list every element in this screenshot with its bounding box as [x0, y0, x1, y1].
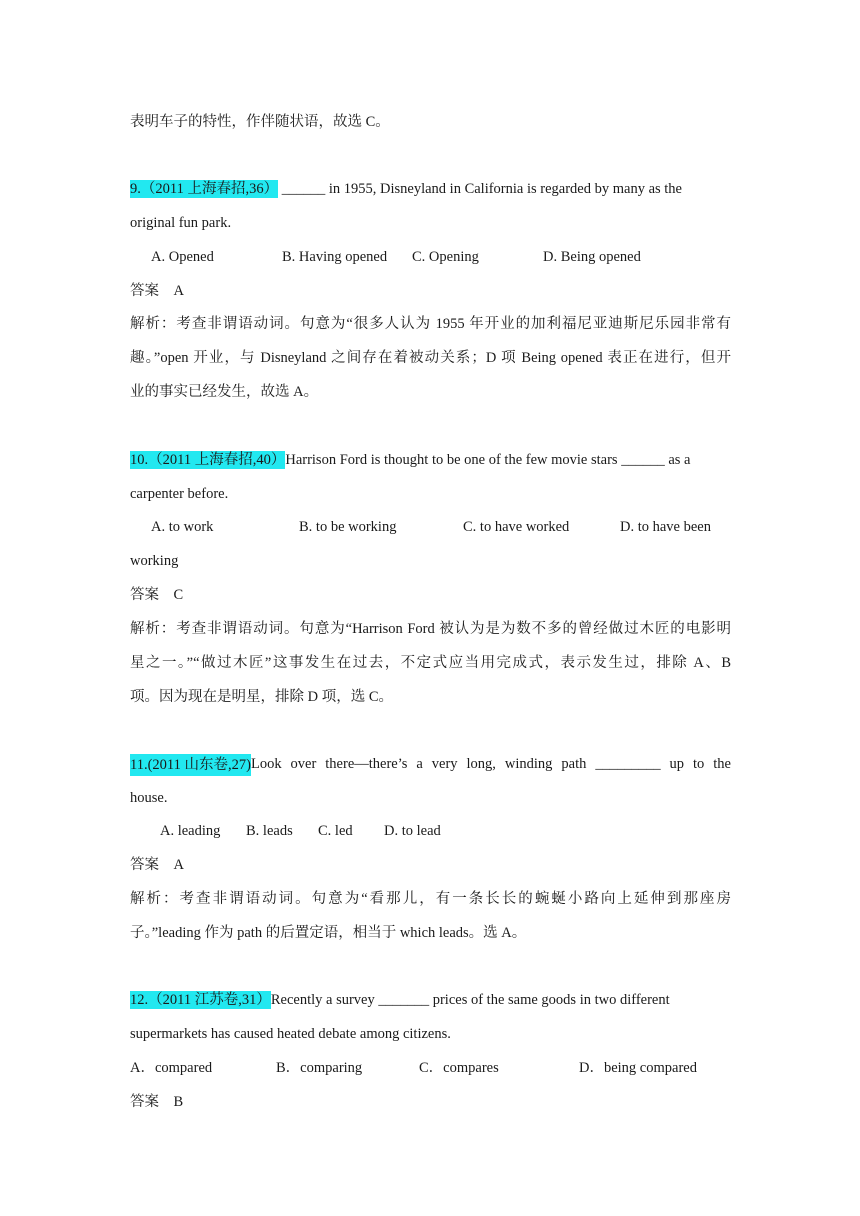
question-10-option-b: B. to be working — [299, 519, 397, 535]
question-10-analysis-3: 项。因为现在是明星，排除 D 项，选 C。 — [130, 689, 394, 705]
question-11-option-a: A. leading — [160, 823, 221, 839]
question-9-analysis-1: 解析：考查非谓语动词。句意为“很多人认为 1955 年开业的加利福尼亚迪斯尼乐园非常有 — [130, 316, 731, 332]
question-10-analysis-1: 解析：考查非谓语动词。句意为“Harrison Ford 被认为是为数不多的曾经做过木匠的电影明 — [130, 621, 731, 637]
question-10-option-a: A. to work — [151, 519, 214, 535]
question-9-tag: 9.（2011 上海春招,36） — [130, 181, 279, 197]
question-12-stem — [130, 990, 670, 1010]
question-10-stem-text: Harrison Ford is thought to be one of the few movie stars ______ as a — [285, 452, 691, 468]
question-9-option-c: C. Opening — [412, 249, 479, 265]
question-10-analysis-2: 星之一。”“做过木匠”这事发生在过去，不定式应当用完成式，表示发生过，排除 A、B — [130, 655, 731, 671]
question-11-analysis-2: 子。”leading 作为 path 的后置定语，相当于 which leads。选 A。 — [130, 925, 527, 941]
question-11-analysis-1: 解析：考查非谓语动词。句意为“看那儿，有一条长长的蜿蜒小路向上延伸到那座房 — [130, 891, 731, 907]
question-10-option-c: C. to have worked — [463, 519, 570, 535]
question-9-analysis-2: 趣。”open 开业，与 Disneyland 之间存在着被动关系；D 项 Being opened 表正在进行，但开 — [130, 350, 731, 366]
question-12-answer: 答案 B — [130, 1094, 184, 1110]
question-12-option-b: B．comparing — [276, 1060, 363, 1076]
question-11-option-c: C. led — [318, 823, 353, 839]
question-11-stem — [130, 754, 731, 776]
question-11-tag: 11.(2011 山东卷,27) — [130, 754, 251, 776]
question-9-option-a: A. Opened — [151, 249, 214, 265]
question-10-stem-cont: carpenter before. — [130, 486, 229, 502]
question-11-stem-cont: house. — [130, 790, 168, 806]
question-9-option-d: D. Being opened — [543, 249, 641, 265]
question-12-stem-text: Recently a survey _______ prices of the same goods in two different — [270, 992, 670, 1008]
question-11-stem-text: Look over there—there’s a very long, winding path _________ up to the — [250, 756, 731, 772]
question-11-option-d: D. to lead — [384, 823, 441, 839]
question-9-answer: 答案 A — [130, 283, 184, 299]
question-10-option-d: D. to have been — [620, 519, 711, 535]
question-9-option-b: B. Having opened — [282, 249, 388, 265]
question-10-answer: 答案 C — [130, 587, 184, 603]
question-9-stem-cont: original fun park. — [130, 215, 232, 231]
question-10-option-d-wrap: working — [130, 553, 179, 569]
question-11-answer: 答案 A — [130, 857, 184, 873]
question-12-option-a: A．compared — [130, 1060, 213, 1076]
question-9-analysis-3: 业的事实已经发生，故选 A。 — [130, 384, 319, 400]
question-12-tag: 12.（2011 江苏卷,31） — [130, 992, 271, 1008]
question-9-stem-text: ______ in 1955, Disneyland in California is regarded by many as the — [278, 181, 682, 197]
question-12-stem-cont: supermarkets has caused heated debate among citizens. — [130, 1026, 451, 1042]
question-9-stem — [130, 179, 682, 199]
question-10-stem — [130, 450, 690, 470]
question-10-tag: 10.（2011 上海春招,40） — [130, 452, 286, 468]
question-12-option-d: D．being compared — [579, 1060, 697, 1076]
intro-text: 表明车子的特性，作伴随状语，故选 C。 — [130, 114, 390, 130]
question-11-option-b: B. leads — [246, 823, 293, 839]
question-12-option-c: C．compares — [419, 1060, 499, 1076]
